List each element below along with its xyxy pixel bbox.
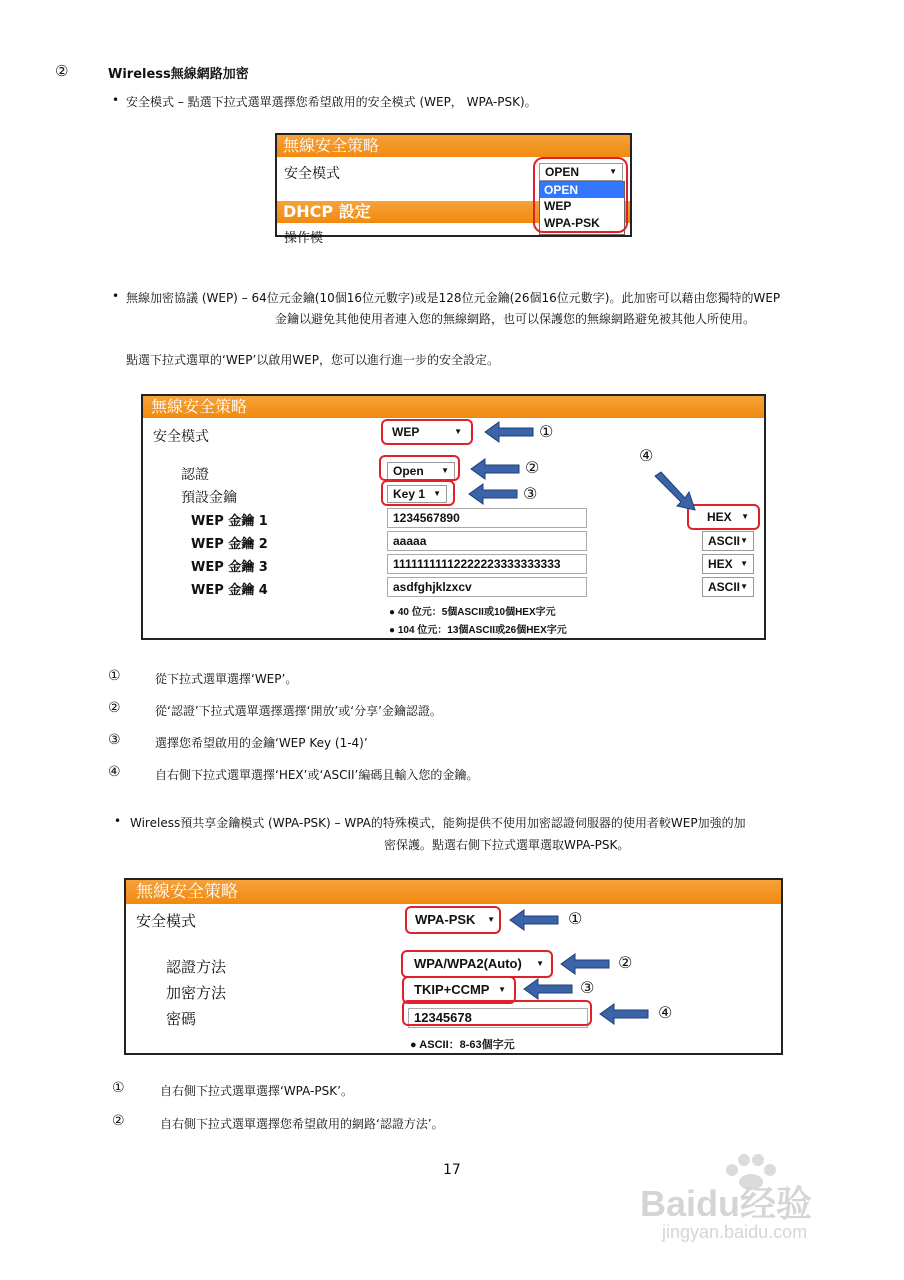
wep-key1-input[interactable]: 1234567890	[387, 508, 587, 528]
highlight-box	[405, 906, 501, 934]
arrow-left-icon	[469, 484, 519, 504]
bullet-dot: •	[114, 814, 122, 828]
format-value: HEX	[708, 557, 733, 571]
baidu-watermark	[640, 1150, 870, 1250]
auth-value: Open	[393, 464, 424, 478]
chevron-down-icon: ▼	[536, 959, 544, 968]
arrow-left-icon	[510, 910, 560, 930]
marker-3: ③	[523, 484, 538, 503]
section-title: Wireless無線網路加密	[108, 67, 249, 82]
note-text: 40 位元：5個ASCII或10個HEX字元	[397, 607, 556, 618]
marker-4: ④	[658, 1003, 673, 1022]
watermark-logo: Baidu经验	[640, 1183, 813, 1224]
marker-1: ①	[568, 909, 583, 928]
key4-format-select[interactable]	[702, 577, 754, 597]
key3-format-select[interactable]	[702, 554, 754, 574]
chevron-down-icon: ▼	[487, 915, 495, 924]
chevron-down-icon: ▼	[740, 582, 748, 591]
select-value: OPEN	[545, 165, 580, 179]
note-text: 104 位元：13個ASCII或26個HEX字元	[397, 625, 567, 636]
highlight-box	[687, 504, 760, 530]
section-number: ②	[55, 62, 69, 80]
arrow-left-icon	[471, 459, 521, 479]
wep-key3-label: WEP 金鑰 3	[191, 560, 268, 575]
auth-label: 認證	[181, 467, 209, 483]
bullet2-line2: 金鑰以避免其他使用者連入您的無線網路，也可以保護您的無線網路避免被其他人所使用。	[275, 312, 756, 326]
chevron-down-icon: ▼	[454, 427, 462, 436]
step-number: ③	[108, 732, 121, 748]
panel1-header: 無線安全策略	[277, 135, 630, 157]
step-text: 自右側下拉式選單選擇您希望啟用的網路‘認證方法’。	[160, 1117, 444, 1131]
wep-key1-label: WEP 金鑰 1	[191, 514, 268, 529]
option-open[interactable]: OPEN	[540, 182, 624, 198]
format-value: ASCII	[708, 534, 741, 548]
chevron-down-icon: ▼	[741, 512, 749, 521]
chevron-down-icon: ▼	[740, 536, 748, 545]
step-text: 自右側下拉式選單選擇‘WPA-PSK’。	[160, 1084, 353, 1098]
format-value: HEX	[707, 510, 732, 524]
chevron-down-icon: ▼	[433, 489, 441, 498]
wep-key2-label: WEP 金鑰 2	[191, 537, 268, 552]
default-key-label: 預設金鑰	[181, 490, 237, 506]
step-text: 從下拉式選單選擇‘WEP’。	[155, 672, 298, 686]
panel1-mode-label: 安全模式	[284, 166, 340, 182]
security-panel-3	[124, 878, 783, 1055]
marker-2: ②	[618, 953, 633, 972]
bullet-dot: •	[112, 93, 120, 107]
highlight-box	[379, 455, 460, 481]
step-text: 從‘認證’下拉式選單選擇選擇‘開放’或‘分享’金鑰認證。	[155, 704, 442, 718]
panel2-header: 無線安全策略	[143, 396, 764, 418]
highlight-box	[402, 1000, 592, 1026]
bullet3-line2: 密保護。點選右側下拉式選單選取WPA-PSK。	[384, 838, 630, 852]
marker-2: ②	[525, 458, 540, 477]
mode-label: 安全模式	[153, 429, 209, 445]
security-panel-1	[275, 133, 632, 246]
security-panel-2	[141, 394, 766, 640]
bullet-dot: •	[112, 289, 120, 303]
option-wpa-psk[interactable]: WPA-PSK	[544, 216, 600, 230]
panel3-header: 無線安全策略	[126, 880, 781, 904]
default-key-value: Key 1	[393, 487, 426, 501]
arrow-left-icon	[485, 422, 535, 442]
note-104bit: ● 104 位元：13個ASCII或26個HEX字元	[389, 625, 567, 636]
cut-label: 操作模	[284, 231, 324, 246]
auth-method-label: 認證方法	[166, 958, 227, 976]
enc-method-label: 加密方法	[166, 984, 227, 1002]
step-number: ②	[108, 700, 121, 716]
note-text: ASCII：8-63個字元	[419, 1039, 515, 1051]
enc-method-value: TKIP+CCMP	[414, 982, 490, 997]
bullet2-line1: 無線加密協議 (WEP) – 64位元金鑰(10個16位元數字)或是128位元金鑰(26個16位元數字)。此加密可以藉由您獨特的WEP	[126, 291, 781, 305]
highlight-box	[381, 419, 473, 445]
step-number: ④	[108, 764, 121, 780]
mode-value: WPA-PSK	[415, 912, 476, 927]
wep-key4-input[interactable]: asdfghjklzxcv	[387, 577, 587, 597]
step-number: ②	[112, 1113, 125, 1129]
chevron-down-icon: ▼	[441, 466, 449, 475]
step-number: ①	[108, 668, 121, 684]
step-number: ①	[112, 1080, 125, 1096]
wep-key4-label: WEP 金鑰 4	[191, 583, 268, 598]
marker-1: ①	[539, 422, 554, 441]
arrow-left-icon	[524, 979, 574, 999]
auth-method-value: WPA/WPA2(Auto)	[414, 956, 522, 971]
key2-format-select[interactable]	[702, 531, 754, 551]
dhcp-header: DHCP 設定	[277, 201, 630, 223]
highlight-box	[381, 480, 455, 506]
watermark-url: jingyan.baidu.com	[662, 1222, 808, 1242]
chevron-down-icon: ▼	[740, 559, 748, 568]
highlight-box	[401, 950, 553, 978]
marker-4: ④	[639, 446, 654, 465]
page-number: 17	[443, 1162, 461, 1178]
format-value: ASCII	[708, 580, 741, 594]
step-text: 自右側下拉式選單選擇‘HEX’或‘ASCII’編碼且輸入您的金鑰。	[155, 768, 479, 782]
mode-value: WEP	[392, 425, 420, 439]
arrow-left-icon	[561, 954, 611, 974]
chevron-down-icon: ▼	[498, 985, 506, 994]
bullet1-text: 安全模式 – 點選下拉式選單選擇您希望啟用的安全模式 (WEP， WPA-PSK)。	[126, 95, 537, 109]
wep-key2-input[interactable]: aaaaa	[387, 531, 587, 551]
password-label: 密碼	[166, 1010, 197, 1028]
bullet3-line1: Wireless預共享金鑰模式 (WPA-PSK) – WPA的特殊模式，能夠提供不使用加密認證伺服器的使用者較WEP加強的加	[130, 816, 746, 830]
wep-key3-input[interactable]: 11111111112222223333333333	[387, 554, 587, 574]
highlight-box	[533, 157, 628, 233]
option-wep[interactable]: WEP	[544, 199, 572, 213]
step-text: 選擇您希望啟用的金鑰‘WEP Key (1-4)’	[155, 736, 368, 750]
arrow-left-icon	[600, 1004, 650, 1024]
note-40bit: ● 40 位元：5個ASCII或10個HEX字元	[389, 607, 556, 618]
arrow-down-right-icon	[651, 472, 697, 512]
marker-3: ③	[580, 978, 595, 997]
chevron-down-icon: ▼	[609, 167, 617, 176]
note-ascii: ● ASCII：8-63個字元	[410, 1039, 515, 1051]
password-input[interactable]: 12345678	[408, 1008, 588, 1028]
mode-label: 安全模式	[136, 912, 197, 930]
bullet2-line3: 點選下拉式選單的‘WEP’以啟用WEP，您可以進行進一步的安全設定。	[126, 353, 499, 367]
